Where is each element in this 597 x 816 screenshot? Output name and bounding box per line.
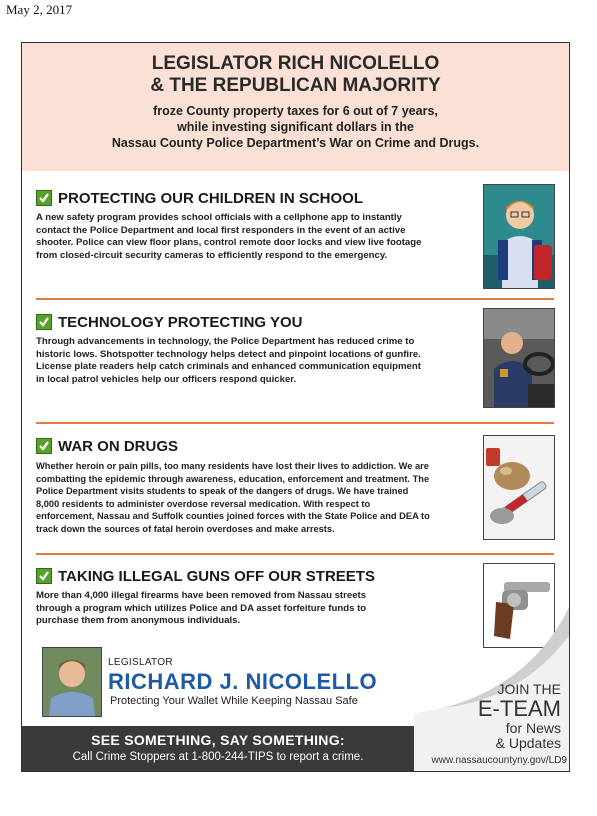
section-body: Whether heroin or pain pills, too many residents have lost their lives to addiction. We are combatting the epidemic through awareness, education, enforcement and treatment. The Police Department visits students to speak of the dangers of drugs. We have trained 8,000 residents to administer overdose reversal medication. With respect to enforcement, Nassau and Suffolk counties joined forces with the State Police and DEA to track down the sources of fatal heroin overdoses and make arrests. <box>36 461 430 534</box>
checkbox-icon <box>36 190 52 206</box>
eteam-signup[interactable] <box>417 663 569 772</box>
header-line-2: & THE REPUBLICAN MAJORITY <box>150 75 441 96</box>
section-children-school <box>36 188 552 262</box>
section-divider <box>36 298 554 300</box>
header-banner <box>22 43 569 171</box>
header-sub-3: Nassau County Police Department’s War on Crime and Drugs. <box>111 136 480 150</box>
section-title: TAKING ILLEGAL GUNS OFF OUR STREETS <box>58 567 375 585</box>
section-body: More than 4,000 illegal firearms have been removed from Nassau streets through a program which utilizes Police and DA asset forfeiture funds to purchase them from anonymous individuals. <box>36 590 367 627</box>
section-body: Through advancements in technology, the Police Department has reduced crime to historic lows. Shotspotter technology helps detect and pinpoint locations of gunfire. License plate readers help catch criminals and enhanced communication equipment in local patrol vehicles help our officers respond quicker. <box>36 336 421 385</box>
legislator-label: LEGISLATOR <box>108 657 173 668</box>
schoolboy-photo <box>483 184 555 289</box>
checkbox-icon <box>36 438 52 454</box>
eteam-line-3: for News <box>505 720 561 736</box>
section-war-on-drugs <box>36 436 552 536</box>
footer-line-2: Call Crime Stoppers at 1-800-244-TIPS to report a crime. <box>72 751 364 763</box>
police-officer-photo <box>483 308 555 408</box>
section-title: PROTECTING OUR CHILDREN IN SCHOOL <box>58 189 364 207</box>
header-line-1: LEGISLATOR RICH NICOLELLO <box>151 53 440 74</box>
legislator-name: RICHARD J. NICOLELLO <box>108 669 378 694</box>
crime-stoppers-bar <box>22 726 414 771</box>
eteam-line-2: E-TEAM <box>477 696 561 721</box>
checkbox-icon <box>36 314 52 330</box>
checkbox-icon <box>36 568 52 584</box>
section-title: TECHNOLOGY PROTECTING YOU <box>58 313 303 331</box>
header-sub-1: froze County property taxes for 6 out of 7 years, <box>153 104 438 118</box>
eteam-line-4: & Updates <box>495 735 561 751</box>
legislator-tagline: Protecting Your Wallet While Keeping Nassau Safe <box>110 695 358 707</box>
section-technology <box>36 312 552 386</box>
section-title: WAR ON DRUGS <box>58 437 178 455</box>
syringe-drugs-photo <box>483 435 555 540</box>
section-body: A new safety program provides school officials with a cellphone app to instantly contact the Police Department and local first responders in the event of an active shooter. Police can view floor plans, control remote door locks and view live footage from closed-circuit security cameras to efficiently respond to the emergency. <box>36 212 422 261</box>
page-date: May 2, 2017 <box>6 2 73 17</box>
eteam-url-link[interactable]: www.nassaucountyny.gov/LD9 <box>431 755 567 766</box>
footer-line-1: SEE SOMETHING, SAY SOMETHING: <box>91 732 345 748</box>
section-divider <box>36 553 554 555</box>
eteam-line-1: JOIN THE <box>497 681 561 697</box>
header-sub-2: while investing significant dollars in the <box>177 120 414 134</box>
legislator-photo <box>42 647 102 717</box>
section-divider <box>36 422 554 424</box>
flyer <box>21 42 570 772</box>
